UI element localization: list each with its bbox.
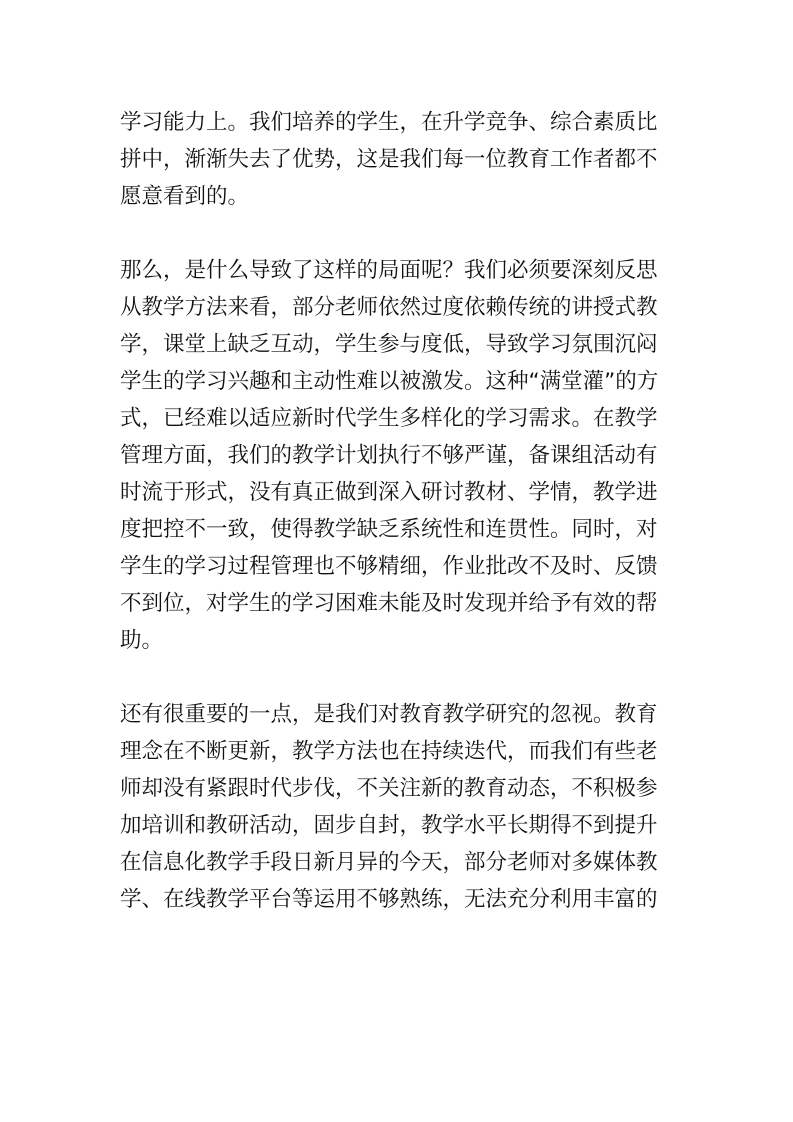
text-line: 理念在不断更新，教学方法也在持续迭代，而我们有些老 [120, 739, 658, 764]
text-line: 师却没有紧跟时代步伐，不关注新的教育动态，不积极参 [120, 776, 658, 801]
text-line: 还有很重要的一点，是我们对教育教学研究的忽视。教育 [120, 702, 658, 727]
text-line: 学、在线教学平台等运用不够熟练，无法充分利用丰富的 [120, 887, 658, 912]
text-line: 那么，是什么导致了这样的局面呢？我们必须要深刻反思 [120, 258, 658, 283]
text-line: 管理方面，我们的教学计划执行不够严谨，备课组活动有 [120, 443, 658, 468]
text-line: 学生的学习过程管理也不够精细，作业批改不及时、反馈 [120, 554, 658, 579]
text-line: 从教学方法来看，部分老师依然过度依赖传统的讲授式教 [120, 295, 658, 320]
text-line: 学习能力上。我们培养的学生，在升学竞争、综合素质比 [120, 110, 658, 135]
paragraph-3 [120, 696, 680, 918]
text-line: 学生的学习兴趣和主动性难以被激发。这种“满堂灌”的方 [120, 369, 659, 394]
text-line: 愿意看到的。 [120, 184, 250, 209]
paragraph-1 [120, 104, 680, 215]
paragraph-2 [120, 252, 680, 659]
text-line: 不到位，对学生的学习困难未能及时发现并给予有效的帮 [120, 591, 658, 616]
text-line: 在信息化教学手段日新月异的今天，部分老师对多媒体教 [120, 850, 658, 875]
text-line: 学，课堂上缺乏互动，学生参与度低，导致学习氛围沉闷 [120, 332, 658, 357]
text-line: 拼中，渐渐失去了优势，这是我们每一位教育工作者都不 [120, 147, 658, 172]
text-line: 式，已经难以适应新时代学生多样化的学习需求。在教学 [120, 406, 658, 431]
document-body [120, 104, 680, 955]
text-line: 助。 [120, 628, 164, 653]
text-line: 时流于形式，没有真正做到深入研讨教材、学情，教学进 [120, 480, 658, 505]
text-line: 度把控不一致，使得教学缺乏系统性和连贯性。同时，对 [120, 517, 658, 542]
text-line: 加培训和教研活动，固步自封，教学水平长期得不到提升 [120, 813, 658, 838]
